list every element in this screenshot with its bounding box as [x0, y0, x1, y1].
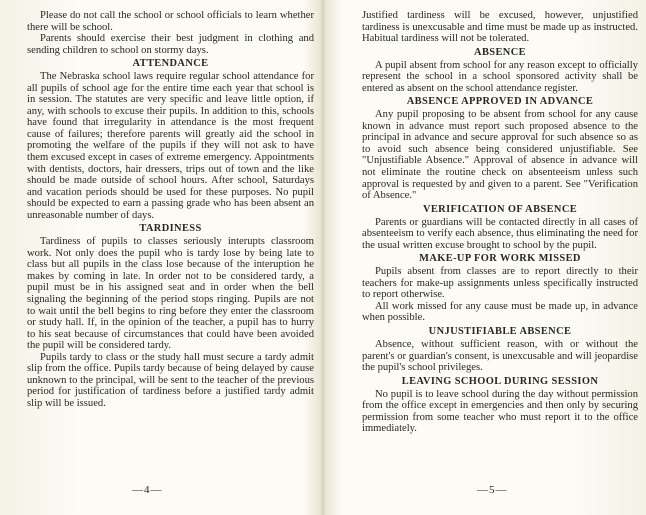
- makeup-paragraph-2: All work missed for any cause must be made up, in advance when possible.: [362, 300, 638, 324]
- verification-paragraph: Parents or guardians will be contacted directly in all cases of absenteeism to verify each absence, thus eliminating the need for the usual written excuse brought to school by the pupil.: [362, 216, 638, 251]
- right-page: [362, 10, 638, 435]
- tardiness-paragraph-1: Tardiness of pupils to classes seriously interupts classroom work. Not only does the pupil who is tardy lose by being late to class but all pupils in the class lose because of the interuption he makes by coming in late. In order not to be considered tardy, a pupil must be in his assigned seat and in order when the bell signaling the beginning of the period stops ringing. Pupils are not to wait until the bell begins to ring before they enter the classroom or study hall. If, in the opinion of the teacher, a pupil has to hurry to his seat because of circumstances that could have been avoided the pupil will be considered tardy.: [27, 236, 314, 352]
- intro-paragraph-1: Please do not call the school or school officials to learn whether there will be school.: [27, 10, 314, 33]
- tardiness-paragraph-2: Pupils tardy to class or the study hall must secure a tardy admit slip from the office. Pupils tardy because of being delayed by cause unknown to the principal, will be sent to the teacher of the previous period for justification of tardiness before a justified tardy admit slip will be issued.: [27, 351, 314, 409]
- leaving-school-heading: LEAVING SCHOOL DURING SESSION: [401, 375, 599, 387]
- absence-paragraph: A pupil absent from school for any reason except to officially represent the school in a school sponsored activity shall be entered as absent on the school attendance register.: [362, 59, 638, 94]
- unjustifiable-paragraph: Absence, without sufficient reason, with or without the parent's or guardian's consent, is unexcusable and will jeopardise the pupil's school privileges.: [362, 339, 638, 374]
- absence-heading: ABSENCE: [474, 46, 526, 58]
- verification-heading: VERIFICATION OF ABSENCE: [422, 203, 578, 215]
- absence-approved-paragraph: Any pupil proposing to be absent from school for any cause known in advance must report such proposed absence to the principal in advance and secure approval for such absence so as to avoid such absence being considered unjustifiable. See "Unjustifiable Absence." Approval of absence in advance will not eliminate the routine check on absenteeism unless such approval is requested by and given to a parent. See "Verification of Absence.": [362, 109, 638, 202]
- makeup-paragraph-1: Pupils absent from classes are to report directly to their teachers for make-up assignments unless specifically instructed to report otherwise.: [362, 266, 638, 301]
- left-page: [27, 10, 314, 410]
- tardiness-heading: TARDINESS: [139, 223, 202, 235]
- unjustifiable-heading: UNJUSTIFIABLE ABSENCE: [428, 326, 572, 338]
- attendance-paragraph: The Nebraska school laws require regular school attendance for all pupils of school age for the entire time each year that school is in session. The statutes are very specific and leave little option, if any, with schools to excuse their pupils. In addition to this, schools have found that irregularity in attendance is the most frequent cause of failures; therefore parents will greatly aid the school in promoting the welfare of the pupils if they will not ask to have them excused except in cases of extreme emergency. Appointments with dentists, doctors, hair dressers, trips out of town and the like should be made outside of school hours. After school, Saturdays and vacation periods should be used for these purposes. No pupil should be expected to earn a passing grade who has been absent an unreasonable number of days.: [27, 71, 314, 221]
- leaving-school-paragraph: No pupil is to leave school during the day without permission from the office except in emergencies and then only by securing permission from some teacher who must report it to the office immediately.: [362, 388, 638, 435]
- absence-approved-heading: ABSENCE APPROVED IN ADVANCE: [406, 96, 594, 108]
- attendance-heading: ATTENDANCE: [132, 58, 209, 70]
- intro-paragraph-2: Parents should exercise their best judgment in clothing and sending children to school on stormy days.: [27, 33, 314, 56]
- makeup-heading: MAKE-UP FOR WORK MISSED: [419, 253, 581, 265]
- tardiness-continued-paragraph: Justified tardiness will be excused, however, unjustified tardiness is unexcusable and time must be made up as instructed. Habitual tardiness will not be tolerated.: [362, 10, 638, 45]
- left-page-number: —4—: [132, 484, 163, 496]
- right-page-number: —5—: [477, 484, 508, 496]
